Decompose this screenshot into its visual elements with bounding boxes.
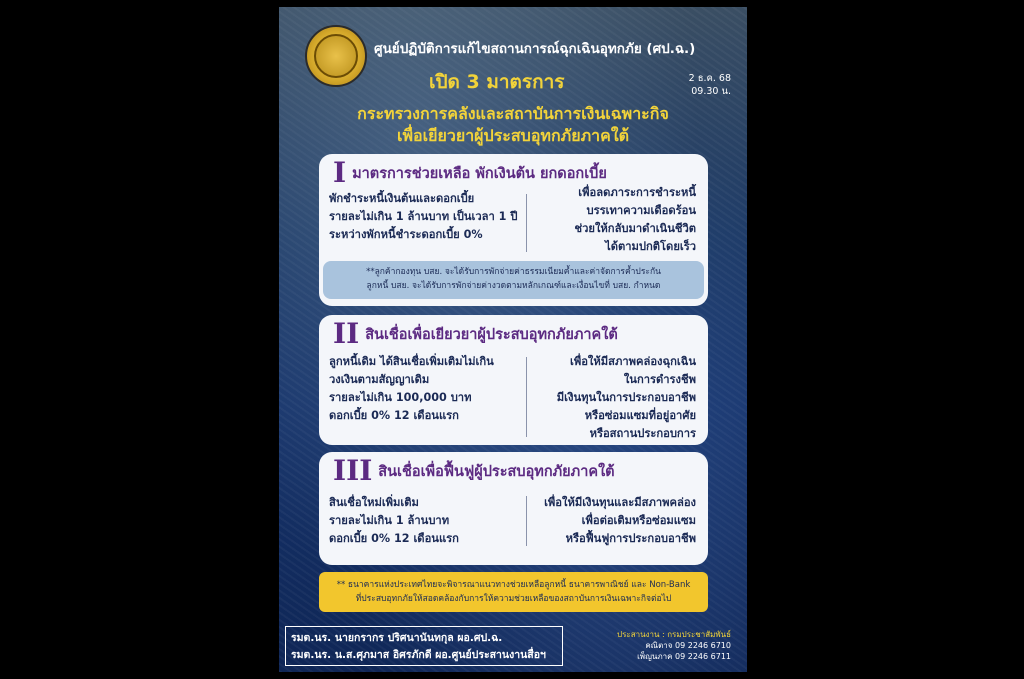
date: 2 ธ.ค. 68 — [688, 73, 731, 84]
measure-purpose — [544, 494, 696, 548]
purpose-line: เพื่อให้มีสภาพคล่องฉุกเฉิน — [570, 355, 696, 368]
note-line: **ลูกค้ากองทุน บสย. จะได้รับการพักจ่ายค่าธรรมเนียมค้ำและค่าจัดการค้ำประกัน — [366, 267, 661, 277]
purpose-line: หรือซ่อมแซมที่อยู่อาศัย — [584, 409, 696, 422]
purpose-line: หรือสถานประกอบการ — [589, 427, 696, 440]
measure-card-2 — [319, 315, 708, 445]
purpose-line: บรรเทาความเดือดร้อน — [586, 204, 696, 217]
measure-title: สินเชื่อเพื่อฟื้นฟูผู้ประสบอุทกภัยภาคใต้ — [378, 463, 615, 480]
purpose-line: เพื่อลดภาระการชำระหนี้ — [578, 186, 696, 199]
measure-heading — [333, 452, 615, 490]
footer-note-line: ** ธนาคารแห่งประเทศไทยจะพิจารณาแนวทางช่วยเหลือลูกหนี้ ธนาคารพาณิชย์ และ Non-Bank — [336, 580, 691, 590]
measure-details — [329, 494, 459, 548]
footer-note-line: ที่ประสบอุทกภัยให้สอดคล้องกับการให้ความช่วยเหลือของสถาบันการเงินเฉพาะกิจต่อไป — [355, 594, 672, 604]
purpose-line: เพื่อให้มีเงินทุนและมีสภาพคล่อง — [544, 496, 696, 509]
detail-line: สินเชื่อใหม่เพิ่มเติม — [329, 496, 419, 509]
signatories-box — [285, 626, 563, 666]
note-line: ลูกหนี้ บสย. จะได้รับการพักจ่ายค่างวดตามหลักเกณฑ์และเงื่อนไขที่ บสย. กำหนด — [366, 281, 661, 291]
measure-card-3 — [319, 452, 708, 565]
detail-line: ดอกเบี้ย 0% 12 เดือนแรก — [329, 532, 459, 545]
purpose-line: ในการดำรงชีพ — [623, 373, 696, 386]
signatory: รมต.นร. น.ส.ศุภมาส อิศรภักดี ผอ.ศูนย์ประสานงานสื่อฯ — [291, 649, 546, 661]
divider — [526, 496, 527, 546]
measure-purpose — [575, 184, 696, 256]
purpose-line: มีเงินทุนในการประกอบอาชีพ — [556, 391, 696, 404]
detail-line: ดอกเบี้ย 0% 12 เดือนแรก — [329, 409, 459, 422]
detail-line: รายละไม่เกิน 1 ล้านบาท — [329, 514, 450, 527]
measure-title: สินเชื่อเพื่อเยียวยาผู้ประสบอุทกภัยภาคใต้ — [365, 326, 618, 343]
time: 09.30 น. — [691, 86, 731, 97]
purpose-line: ช่วยให้กลับมาดำเนินชีวิต — [574, 222, 696, 235]
poster — [279, 7, 747, 672]
detail-line: ระหว่างพักหนี้ชำระดอกเบี้ย 0% — [329, 228, 483, 241]
roman-numeral: I — [333, 156, 347, 189]
subtitle-line1: กระทรวงการคลังและสถาบันการเงินเฉพาะกิจ — [357, 104, 669, 123]
measure-heading — [333, 154, 607, 192]
purpose-line: เพื่อต่อเติมหรือซ่อมแซม — [581, 514, 696, 527]
date-time — [689, 72, 731, 98]
roman-numeral: II — [333, 317, 360, 350]
measure-card-1 — [319, 154, 708, 306]
contact-label: ประสานงาน : กรมประชาสัมพันธ์ — [617, 630, 731, 639]
measure-details — [329, 190, 517, 244]
contact-line: คณิตาจ 09 2246 6710 — [645, 641, 731, 650]
detail-line: วงเงินตามสัญญาเดิม — [329, 373, 430, 386]
measure-heading — [333, 315, 618, 353]
signatory: รมต.นร. นายกรากร ปริศนานันทกุล ผอ.ศป.ฉ. — [291, 632, 503, 644]
government-seal-icon — [305, 25, 367, 87]
page-title: เปิด 3 มาตรการ — [429, 71, 565, 93]
measure-purpose — [557, 353, 696, 443]
roman-numeral: III — [333, 454, 373, 487]
contact-info — [617, 629, 731, 662]
footer-note — [319, 572, 708, 612]
purpose-line: ได้ตามปกติโดยเร็ว — [605, 240, 696, 253]
detail-line: พักชำระหนี้เงินต้นและดอกเบี้ย — [329, 192, 475, 205]
detail-line: รายละไม่เกิน 1 ล้านบาท เป็นเวลา 1 ปี — [329, 210, 518, 223]
detail-line: รายละไม่เกิน 100,000 บาท — [329, 391, 472, 404]
detail-line: ลูกหนี้เดิม ได้สินเชื่อเพิ่มเติมไม่เกิน — [329, 355, 494, 368]
measure-title: มาตรการช่วยเหลือ พักเงินต้น ยกดอกเบี้ย — [352, 165, 607, 182]
purpose-line: หรือฟื้นฟูการประกอบอาชีพ — [565, 532, 696, 545]
subtitle-line2: เพื่อเยียวยาผู้ประสบอุทกภัยภาคใต้ — [396, 126, 630, 145]
measure-details — [329, 353, 494, 425]
divider — [526, 194, 527, 252]
center-name: ศูนย์ปฏิบัติการแก้ไขสถานการณ์ฉุกเฉินอุทกภัย (ศป.ฉ.) — [374, 41, 696, 57]
contact-line: เพ็ญนภาค 09 2246 6711 — [637, 652, 731, 661]
divider — [526, 357, 527, 437]
measure-note — [323, 261, 704, 299]
